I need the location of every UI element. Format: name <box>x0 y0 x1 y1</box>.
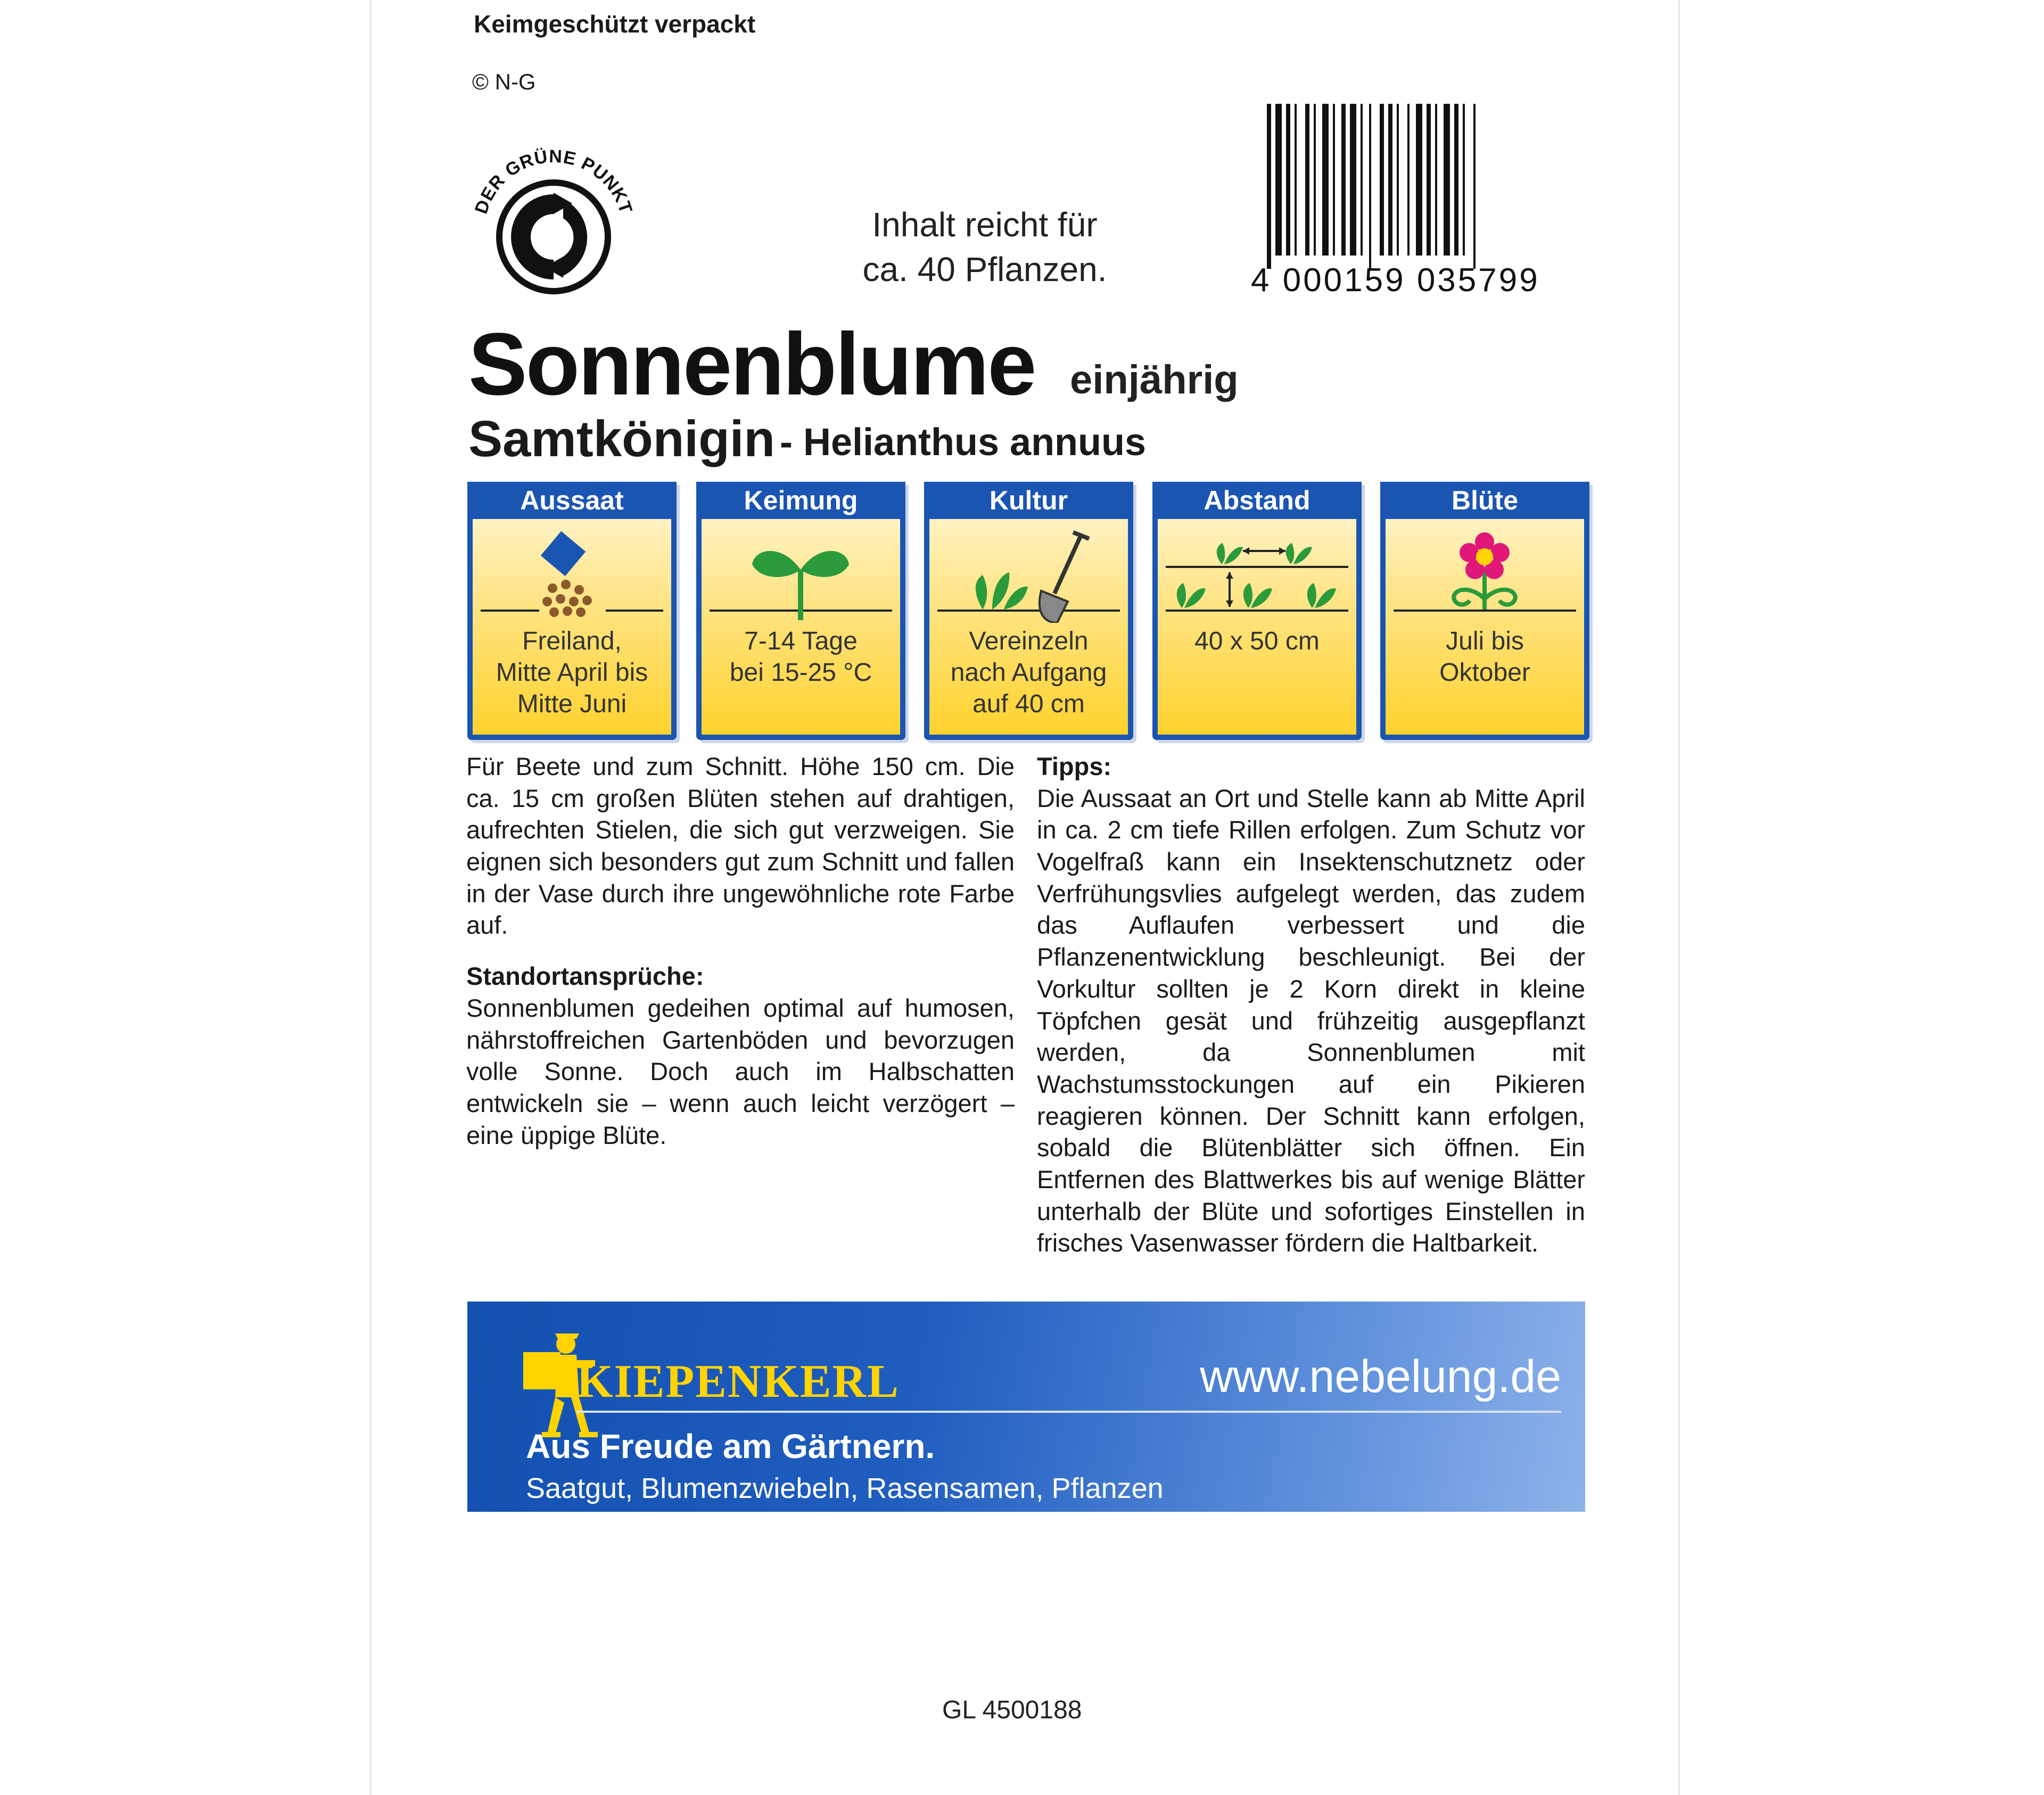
barcode-bar <box>1435 104 1437 256</box>
variety-name: Samtkönigin <box>468 410 776 467</box>
card-abstand <box>1152 482 1362 740</box>
barcode-bar <box>1454 104 1458 256</box>
barcode-bar <box>1314 104 1316 256</box>
card-label: Keimung <box>696 482 905 519</box>
barcode-bar <box>1305 104 1309 256</box>
card-label: Aussaat <box>467 482 677 519</box>
barcode-bar <box>1380 104 1384 256</box>
latin-name: - Helianthus annuus <box>780 421 1147 464</box>
spacing-icon <box>1158 522 1356 623</box>
seedling-icon <box>702 522 900 623</box>
card-keimung <box>696 482 905 740</box>
card-text-line: Vereinzeln <box>969 627 1089 655</box>
barcode-bar <box>1463 104 1465 256</box>
barcode-bar <box>1407 104 1410 256</box>
card-text-line: bei 15-25 °C <box>729 658 872 687</box>
barcode-bar <box>1388 104 1392 256</box>
barcode-bar <box>1444 104 1450 256</box>
product-range: Saatgut, Blumenzwiebeln, Rasensamen, Pflanzen <box>526 1472 1164 1504</box>
card-text-line: 7-14 Tage <box>744 627 858 655</box>
card-text-line: Freiland, <box>522 627 622 655</box>
description-left <box>466 751 1015 1170</box>
barcode-bar <box>1295 104 1297 256</box>
site-text: Sonnenblumen gedeihen optimal auf humosen, nährstoffreichen Gartenböden und bevorzugen volle Sonne. Doch auch im Halbschatten entwickeln sie – wenn auch leicht verzögert – eine üppige Blüte. <box>466 993 1015 1149</box>
flower-icon <box>1386 522 1584 623</box>
card-label: Abstand <box>1152 482 1362 519</box>
barcode-bar <box>1427 104 1431 256</box>
card-text-line: Mitte April bis <box>496 658 648 687</box>
barcode-bar <box>1286 104 1290 256</box>
content-note-line1: Inhalt reicht für <box>872 205 1098 244</box>
copyright: © N-G <box>472 69 536 94</box>
info-cards <box>467 482 1585 740</box>
intro-text: Für Beete und zum Schnitt. Höhe 150 cm. Die ca. 15 cm großen Blüten stehen auf drahtigen, aufrechten Stielen, die sich gut verzweigen. Sie eignen sich besonders gut zum Schnitt und fallen in der Vase durch ihre ungewöhnliche rote Farbe auf. <box>466 752 1015 940</box>
barcode-bar <box>1473 104 1476 269</box>
barcode-bar <box>1350 104 1356 256</box>
barcode-bar <box>1341 104 1346 256</box>
barcode-bar <box>1267 104 1271 269</box>
tips-heading: Tipps: <box>1037 752 1112 780</box>
card-text <box>1158 625 1356 657</box>
top-note: Keimgeschützt verpackt <box>474 10 756 38</box>
card-text <box>473 625 671 720</box>
slogan: Aus Freude am Gärtnern. <box>526 1427 935 1465</box>
card-kultur <box>924 482 1133 740</box>
barcode-bar <box>1416 104 1422 256</box>
card-text-line: Mitte Juni <box>517 690 627 719</box>
barcode-bar <box>1275 104 1282 256</box>
website-link[interactable]: www.nebelung.de <box>1200 1351 1561 1402</box>
barcode-bar <box>1333 104 1335 256</box>
shovel-icon <box>929 522 1128 623</box>
gl-code: GL 4500188 <box>942 1696 1082 1724</box>
barcode-bar <box>1361 104 1363 256</box>
card-text-line: auf 40 cm <box>972 690 1085 719</box>
barcode-number: 4 000159 035799 <box>1251 262 1540 295</box>
content-note-line2: ca. 40 Pflanzen. <box>862 250 1107 289</box>
banner-divider <box>576 1411 1561 1413</box>
card-bluete <box>1380 482 1589 740</box>
brand-banner <box>467 1302 1585 1512</box>
tips-text: Die Aussaat an Ort und Stelle kann ab Mitte April in ca. 2 cm tiefe Rillen erfolgen. Zum Schutz vor Vogelfraß kann ein Insektenschutznetz oder Verfrühungsvlies aufgelegt werden, das zudem das Auflaufen verbessert und die Pflanzenentwicklung beschleunigt. Bei der Vorkultur sollten je 2 Korn direkt in kleine Töpfchen gesät und frühzeitig ausgepflanzt werden, da Sonnenblumen mit Wachstumsstockungen auf ein Pikieren reagieren können. Der Schnitt kann erfolgen, sobald die Blütenblätter sich öffnen. Ein Entfernen des Blattwerkes bis auf wenige Blätter unterhalb der Blüte und sofortiges Einstellen in frisches Vasenwasser fördern die Haltbarkeit. <box>1037 784 1585 1257</box>
barcode-bar <box>1322 104 1329 256</box>
barcode-bar <box>1369 104 1371 269</box>
brand-name: KIEPENKERL <box>576 1356 900 1407</box>
card-text <box>702 625 900 688</box>
card-text-line: Juli bis <box>1446 627 1524 655</box>
card-label: Kultur <box>924 482 1133 519</box>
barcode-bar <box>1397 104 1399 256</box>
site-heading: Standortansprüche: <box>466 962 704 991</box>
card-label: Blüte <box>1380 482 1589 519</box>
card-aussaat <box>467 482 677 740</box>
content-note <box>830 202 1139 292</box>
seed-packet-icon <box>473 522 671 623</box>
green-dot-logo <box>468 138 639 298</box>
card-text-line: nach Aufgang <box>950 658 1107 687</box>
annual-label: einjährig <box>1070 357 1239 402</box>
product-title: Sonnenblume <box>468 315 1035 414</box>
description-right <box>1037 751 1585 1259</box>
barcode <box>1246 104 1586 295</box>
card-text-line: 40 x 50 cm <box>1194 627 1320 655</box>
card-text <box>1386 625 1584 688</box>
card-text <box>929 625 1128 720</box>
green-dot-label: DER GRÜNE PUNKT <box>471 146 637 217</box>
card-text-line: Oktober <box>1439 658 1530 687</box>
